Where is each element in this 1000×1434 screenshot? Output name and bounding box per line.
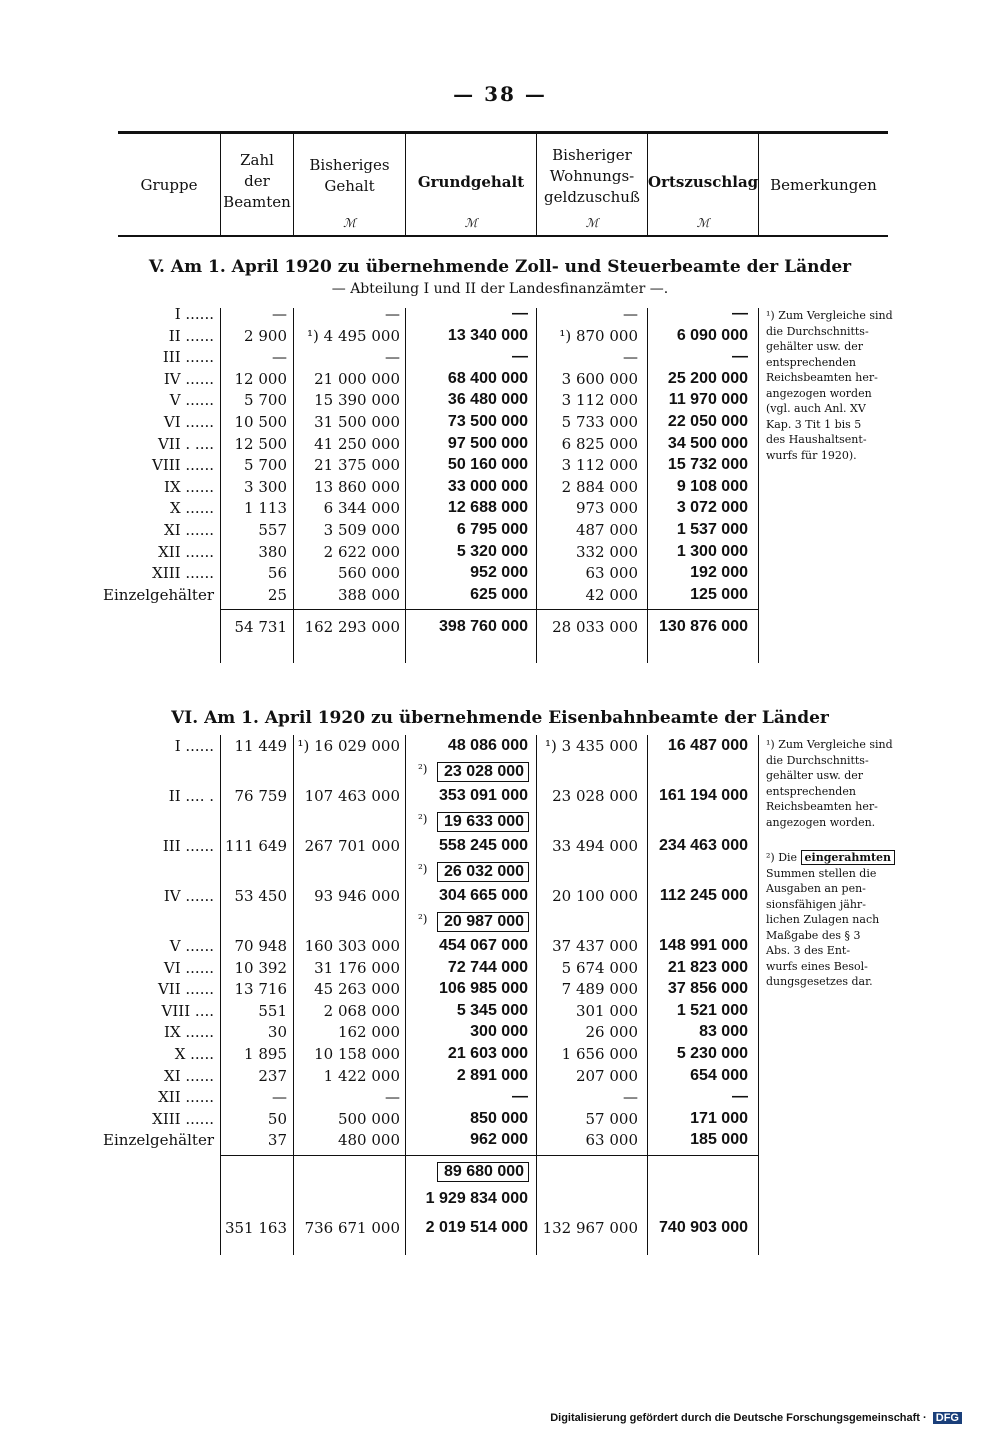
group-label: XI ...... bbox=[164, 1066, 214, 1085]
previous-salary-cell: 3 509 000 bbox=[323, 521, 400, 539]
base-salary-cell: 304 665 000 bbox=[439, 887, 528, 904]
base-salary-cell: 6 795 000 bbox=[456, 521, 528, 538]
base-salary-cell: 72 744 000 bbox=[447, 958, 528, 976]
local-supplement-cell: 148 991 000 bbox=[659, 937, 748, 954]
boxed-supplement-cell: 20 987 000 bbox=[437, 912, 529, 932]
previous-salary-cell: 13 860 000 bbox=[314, 477, 400, 496]
count-cell: 37 bbox=[267, 1131, 287, 1150]
housing-allowance-cell: 3 112 000 bbox=[561, 391, 638, 410]
base-salary-cell: 558 245 000 bbox=[439, 837, 528, 854]
local-supplement-cell: 171 000 bbox=[690, 1109, 748, 1127]
header-bisheriges-gehalt: Bisheriges Gehalt bbox=[309, 156, 390, 195]
previous-salary-cell: 500 000 bbox=[337, 1109, 400, 1128]
previous-salary-cell: 6 344 000 bbox=[323, 499, 400, 518]
base-salary-cell: 353 091 000 bbox=[439, 787, 528, 804]
boxed-supplement-cell: 26 032 000 bbox=[437, 862, 529, 882]
housing-allowance-cell: 3 112 000 bbox=[561, 456, 638, 475]
housing-allowance-cell: 63 000 bbox=[585, 1131, 638, 1150]
previous-salary-cell: ¹) 4 495 000 bbox=[307, 326, 400, 345]
housing-allowance-cell: 1 656 000 bbox=[561, 1045, 638, 1063]
previous-salary-cell: 107 463 000 bbox=[304, 787, 400, 805]
local-supplement-cell: 22 050 000 bbox=[667, 413, 748, 430]
local-supplement-cell: 15 732 000 bbox=[667, 456, 748, 474]
local-supplement-cell: 21 823 000 bbox=[667, 958, 748, 976]
previous-salary-cell: 31 176 000 bbox=[314, 958, 400, 977]
base-salary-cell: 962 000 bbox=[470, 1131, 528, 1149]
section-vi-note-1: ¹) Zum Vergleiche sind die Durchschnitts- gehälter usw. der entsprechenden Reichsbeamten her- angezogen worden. bbox=[766, 738, 893, 829]
count-cell: — bbox=[272, 1088, 287, 1107]
count-cell: 25 bbox=[267, 585, 287, 604]
count-cell: 1 113 bbox=[244, 499, 287, 518]
local-supplement-cell: — bbox=[732, 1088, 748, 1106]
section-vi-total-sub: 1 929 834 000 bbox=[425, 1190, 528, 1207]
previous-salary-cell: 93 946 000 bbox=[314, 887, 400, 905]
housing-allowance-cell: 26 000 bbox=[585, 1023, 638, 1042]
previous-salary-cell: 41 250 000 bbox=[314, 434, 400, 453]
housing-allowance-cell: 20 100 000 bbox=[552, 887, 638, 905]
previous-salary-cell: 21 375 000 bbox=[314, 456, 400, 475]
group-label: III ...... bbox=[162, 348, 214, 367]
base-salary-cell: 2 891 000 bbox=[456, 1066, 528, 1084]
housing-allowance-cell: 23 028 000 bbox=[552, 787, 638, 805]
section-v-title: V. Am 1. April 1920 zu übernehmende Zoll- und Steuerbeamte der Länder bbox=[148, 257, 852, 277]
footer-credit: Digitalisierung gefördert durch die Deutsche Forschungsgemeinschaft · DFG bbox=[550, 1412, 962, 1424]
count-cell: 10 500 bbox=[234, 413, 287, 431]
local-supplement-cell: 16 487 000 bbox=[667, 737, 748, 754]
section-v-sum-rule bbox=[220, 609, 758, 610]
previous-salary-cell: 1 422 000 bbox=[323, 1066, 400, 1085]
total-housing-allowance: 28 033 000 bbox=[552, 618, 638, 636]
total-base-salary: 2 019 514 000 bbox=[425, 1219, 528, 1236]
previous-salary-cell: 21 000 000 bbox=[314, 369, 400, 388]
housing-allowance-cell: 42 000 bbox=[585, 585, 638, 604]
group-label: IX ...... bbox=[164, 477, 214, 496]
count-cell: 76 759 bbox=[234, 787, 287, 805]
header-grundgehalt: Grundgehalt bbox=[417, 173, 525, 191]
total-housing-allowance: 132 967 000 bbox=[542, 1219, 638, 1237]
local-supplement-cell: 11 970 000 bbox=[668, 391, 748, 409]
boxed-supplement-cell: 23 028 000 bbox=[437, 762, 529, 782]
count-cell: 10 392 bbox=[234, 958, 287, 977]
count-cell: 30 bbox=[267, 1023, 287, 1042]
count-cell: 53 450 bbox=[234, 887, 287, 905]
local-supplement-cell: 6 090 000 bbox=[676, 326, 748, 344]
header-wohnungsgeld: Bisheriger Wohnungs- geldzuschuß bbox=[544, 146, 640, 206]
group-label: XII ...... bbox=[158, 542, 214, 561]
housing-allowance-cell: — bbox=[623, 348, 638, 367]
count-cell: 56 bbox=[267, 564, 287, 583]
base-salary-cell: 33 000 000 bbox=[447, 477, 528, 495]
previous-salary-cell: 2 068 000 bbox=[323, 1001, 400, 1020]
base-salary-cell: — bbox=[512, 1088, 528, 1106]
count-cell: 50 bbox=[267, 1109, 287, 1128]
housing-allowance-cell: 63 000 bbox=[585, 564, 638, 583]
group-label: VI ...... bbox=[163, 413, 214, 431]
local-supplement-cell: — bbox=[732, 305, 748, 322]
local-supplement-cell: 37 856 000 bbox=[667, 980, 748, 998]
section-v-note: ¹) Zum Vergleiche sind die Durchschnitts- gehälter usw. der entsprechenden Reichsbeamten her- angezogen worden (vgl. auch Anl. XV Kap. 3 Tit 1 bis 5 des Haushaltsent- wurfs für 1920). bbox=[766, 309, 893, 462]
local-supplement-cell: 5 230 000 bbox=[676, 1045, 748, 1062]
base-salary-cell: 73 500 000 bbox=[447, 413, 528, 430]
previous-salary-cell: 31 500 000 bbox=[314, 413, 400, 431]
previous-salary-cell: 480 000 bbox=[337, 1131, 400, 1150]
local-supplement-cell: 112 245 000 bbox=[659, 887, 748, 904]
housing-allowance-cell: — bbox=[623, 305, 638, 323]
base-salary-cell: — bbox=[512, 348, 528, 366]
local-supplement-cell: 25 200 000 bbox=[667, 369, 748, 387]
count-cell: 551 bbox=[258, 1001, 287, 1020]
header-gruppe: Gruppe bbox=[140, 176, 198, 194]
base-salary-cell: 625 000 bbox=[470, 585, 528, 603]
unit-label: ℳ bbox=[464, 216, 478, 230]
housing-allowance-cell: 33 494 000 bbox=[552, 837, 638, 855]
group-label: II .... . bbox=[168, 787, 214, 805]
dfg-logo: DFG bbox=[933, 1412, 962, 1424]
housing-allowance-cell: 37 437 000 bbox=[552, 937, 638, 955]
base-salary-cell: 12 688 000 bbox=[447, 499, 528, 517]
count-cell: 70 948 bbox=[234, 937, 287, 955]
group-label: II ...... bbox=[168, 326, 214, 345]
count-cell: 111 649 bbox=[224, 837, 287, 855]
header-bottom-rule bbox=[118, 235, 888, 237]
count-cell: 3 300 bbox=[244, 477, 287, 496]
footnote-marker: ²) bbox=[418, 812, 428, 826]
base-salary-cell: 106 985 000 bbox=[439, 980, 528, 998]
group-label: IV ...... bbox=[163, 887, 214, 905]
local-supplement-cell: 3 072 000 bbox=[676, 499, 748, 517]
count-cell: — bbox=[272, 348, 287, 367]
local-supplement-cell: 185 000 bbox=[690, 1131, 748, 1149]
local-supplement-cell: 83 000 bbox=[699, 1023, 748, 1041]
base-salary-cell: 850 000 bbox=[470, 1109, 528, 1127]
previous-salary-cell: 160 303 000 bbox=[304, 937, 400, 955]
base-salary-cell: 36 480 000 bbox=[447, 391, 528, 409]
housing-allowance-cell: 57 000 bbox=[585, 1109, 638, 1128]
unit-label: ℳ bbox=[343, 216, 356, 230]
housing-allowance-cell: ¹) 3 435 000 bbox=[545, 737, 638, 755]
group-label: Einzelgehälter bbox=[103, 1131, 214, 1150]
header-bemerkungen: Bemerkungen bbox=[770, 176, 877, 194]
housing-allowance-cell: 332 000 bbox=[575, 542, 638, 561]
base-salary-cell: — bbox=[512, 305, 528, 322]
local-supplement-cell: 654 000 bbox=[690, 1066, 748, 1084]
local-supplement-cell: 192 000 bbox=[690, 564, 748, 582]
group-label: XI ...... bbox=[164, 521, 214, 539]
local-supplement-cell: 161 194 000 bbox=[659, 787, 748, 804]
count-cell: 12 500 bbox=[234, 434, 287, 453]
group-label: IV ...... bbox=[163, 369, 214, 388]
previous-salary-cell: 2 622 000 bbox=[323, 542, 400, 561]
count-cell: 13 716 bbox=[234, 980, 287, 999]
base-salary-cell: 97 500 000 bbox=[447, 434, 528, 452]
unit-label: ℳ bbox=[696, 216, 710, 230]
section-vi-title: VI. Am 1. April 1920 zu übernehmende Eisenbahnbeamte der Länder bbox=[171, 708, 829, 728]
base-salary-cell: 13 340 000 bbox=[447, 326, 528, 344]
housing-allowance-cell: 3 600 000 bbox=[561, 369, 638, 388]
group-label: XII ...... bbox=[158, 1088, 214, 1107]
section-v-divider bbox=[758, 308, 759, 663]
count-cell: 1 895 bbox=[244, 1045, 287, 1063]
group-label: V ...... bbox=[169, 937, 214, 955]
previous-salary-cell: 267 701 000 bbox=[304, 837, 400, 855]
base-salary-cell: 48 086 000 bbox=[447, 737, 528, 754]
local-supplement-cell: 1 521 000 bbox=[676, 1001, 748, 1019]
header-ortszuschlag: Ortszuschlag bbox=[648, 173, 759, 191]
local-supplement-cell: 125 000 bbox=[690, 585, 748, 603]
previous-salary-cell: — bbox=[385, 1088, 400, 1107]
page-number: — 38 — bbox=[453, 82, 547, 106]
housing-allowance-cell: 301 000 bbox=[575, 1001, 638, 1020]
housing-allowance-cell: 487 000 bbox=[575, 521, 638, 539]
count-cell: 2 900 bbox=[244, 326, 287, 345]
housing-allowance-cell: 2 884 000 bbox=[561, 477, 638, 496]
count-cell: 11 449 bbox=[234, 737, 287, 755]
count-cell: 5 700 bbox=[244, 456, 287, 475]
housing-allowance-cell: 7 489 000 bbox=[561, 980, 638, 999]
total-previous-salary: 736 671 000 bbox=[304, 1219, 400, 1237]
previous-salary-cell: 10 158 000 bbox=[314, 1045, 400, 1063]
total-local-supplement: 740 903 000 bbox=[659, 1219, 748, 1236]
footnote-marker: ²) bbox=[418, 912, 428, 926]
count-cell: 380 bbox=[258, 542, 287, 561]
housing-allowance-cell: 973 000 bbox=[575, 499, 638, 518]
count-cell: 12 000 bbox=[234, 369, 287, 388]
group-label: III ...... bbox=[162, 837, 214, 855]
total-count: 54 731 bbox=[234, 618, 287, 636]
local-supplement-cell: 1 300 000 bbox=[676, 542, 748, 560]
section-vi-note-2: ²) Die eingerahmten Summen stellen die Ausgaben an pen- sionsfähigen jähr- lichen Zulagen nach Maßgabe des § 3 Abs. 3 des Ent- wurfs eines Besol- dungsgesetzes dar. bbox=[766, 850, 896, 990]
base-salary-cell: 21 603 000 bbox=[447, 1045, 528, 1062]
count-cell: — bbox=[272, 305, 287, 323]
base-salary-cell: 5 345 000 bbox=[456, 1001, 528, 1019]
previous-salary-cell: 388 000 bbox=[337, 585, 400, 604]
count-cell: 557 bbox=[258, 521, 287, 539]
group-label: I ...... bbox=[174, 305, 214, 323]
group-label: V ...... bbox=[169, 391, 214, 410]
section-vi-divider bbox=[758, 735, 759, 1255]
section-vi-sum-rule bbox=[220, 1155, 758, 1156]
boxed-supplement-cell: 19 633 000 bbox=[437, 812, 529, 832]
local-supplement-cell: — bbox=[732, 348, 748, 366]
housing-allowance-cell: — bbox=[623, 1088, 638, 1107]
group-label: X ...... bbox=[169, 499, 214, 518]
group-label: IX ...... bbox=[164, 1023, 214, 1042]
unit-label: ℳ bbox=[585, 216, 599, 230]
total-base-salary: 398 760 000 bbox=[439, 618, 528, 635]
previous-salary-cell: 45 263 000 bbox=[314, 980, 400, 999]
group-label: Einzelgehälter bbox=[103, 585, 214, 604]
total-count: 351 163 bbox=[224, 1219, 287, 1237]
base-salary-cell: 454 067 000 bbox=[439, 937, 528, 954]
footnote-marker: ²) bbox=[418, 862, 428, 876]
group-label: VII . .... bbox=[157, 434, 214, 453]
base-salary-cell: 50 160 000 bbox=[447, 456, 528, 474]
group-label: X ..... bbox=[174, 1045, 214, 1063]
header-top-rule bbox=[118, 131, 888, 134]
housing-allowance-cell: 207 000 bbox=[575, 1066, 638, 1085]
total-local-supplement: 130 876 000 bbox=[659, 618, 748, 635]
group-label: VIII ...... bbox=[152, 456, 214, 475]
group-label: VI ...... bbox=[163, 958, 214, 977]
previous-salary-cell: ¹) 16 029 000 bbox=[297, 737, 400, 755]
local-supplement-cell: 34 500 000 bbox=[667, 434, 748, 452]
base-salary-cell: 5 320 000 bbox=[456, 542, 528, 560]
previous-salary-cell: 162 000 bbox=[337, 1023, 400, 1042]
count-cell: 237 bbox=[258, 1066, 287, 1085]
local-supplement-cell: 234 463 000 bbox=[659, 837, 748, 854]
total-previous-salary: 162 293 000 bbox=[304, 618, 400, 636]
housing-allowance-cell: 6 825 000 bbox=[561, 434, 638, 453]
housing-allowance-cell: 5 674 000 bbox=[561, 958, 638, 977]
local-supplement-cell: 1 537 000 bbox=[676, 521, 748, 538]
section-vi-total-box: 89 680 000 bbox=[437, 1162, 529, 1182]
section-v-subtitle: — Abteilung I und II der Landesfinanzämter —. bbox=[331, 281, 669, 297]
group-label: XIII ...... bbox=[152, 564, 214, 583]
previous-salary-cell: 15 390 000 bbox=[314, 391, 400, 410]
housing-allowance-cell: ¹) 870 000 bbox=[559, 326, 638, 345]
base-salary-cell: 952 000 bbox=[470, 564, 528, 582]
group-label: VIII .... bbox=[161, 1001, 214, 1020]
group-label: VII ...... bbox=[157, 980, 214, 999]
group-label: XIII ...... bbox=[152, 1109, 214, 1128]
base-salary-cell: 300 000 bbox=[470, 1023, 528, 1041]
previous-salary-cell: — bbox=[385, 305, 400, 323]
housing-allowance-cell: 5 733 000 bbox=[561, 413, 638, 431]
previous-salary-cell: 560 000 bbox=[337, 564, 400, 583]
count-cell: 5 700 bbox=[244, 391, 287, 410]
header-zahl: Zahl der Beamten bbox=[223, 151, 291, 211]
footnote-marker: ²) bbox=[418, 762, 428, 776]
base-salary-cell: 68 400 000 bbox=[447, 369, 528, 387]
group-label: I ...... bbox=[174, 737, 214, 755]
previous-salary-cell: — bbox=[385, 348, 400, 367]
local-supplement-cell: 9 108 000 bbox=[676, 477, 748, 495]
